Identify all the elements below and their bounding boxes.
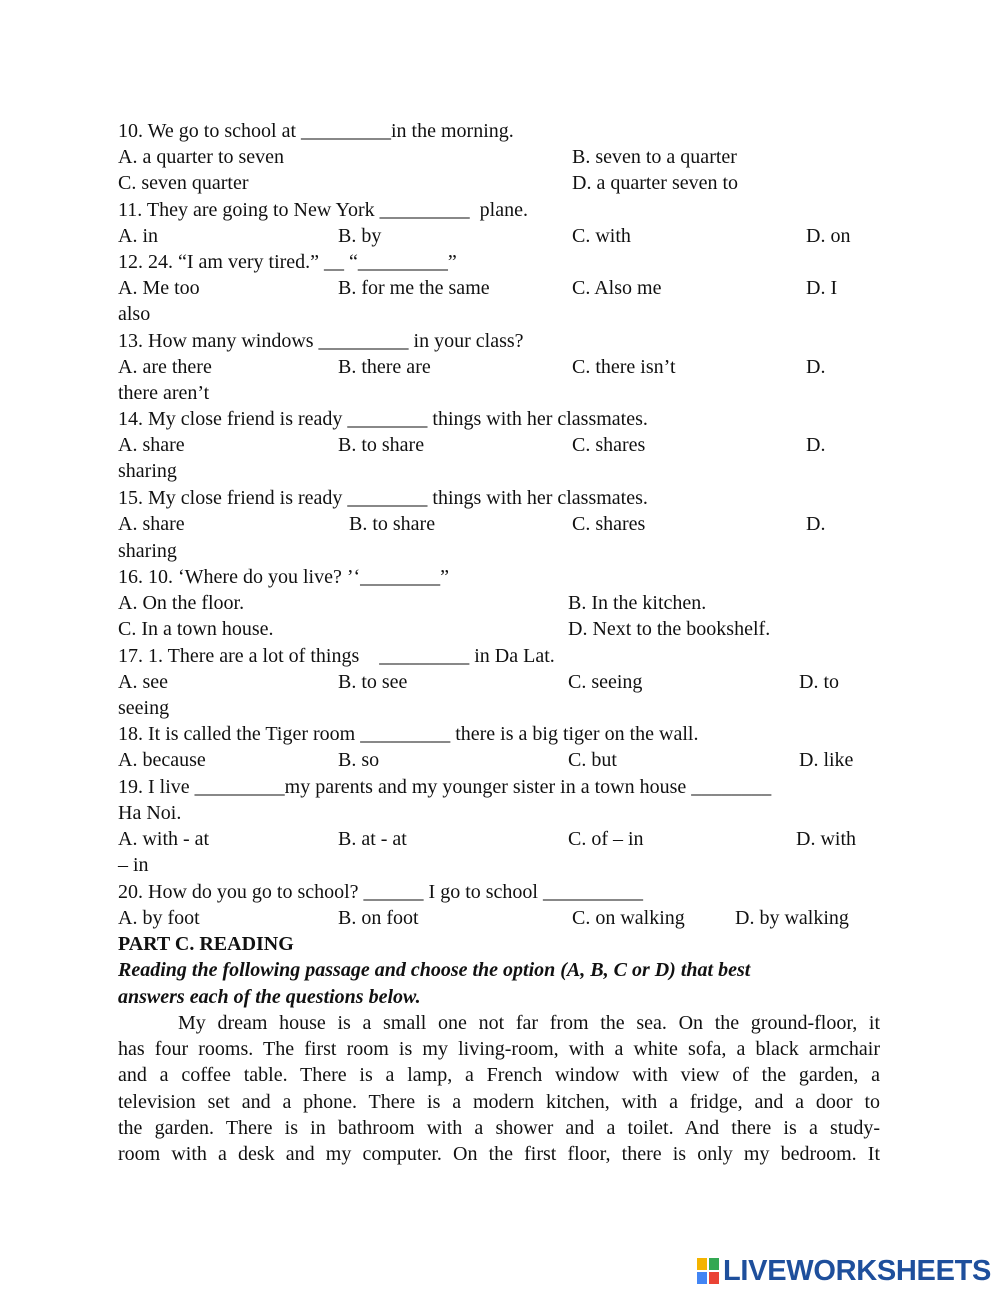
passage-line: room with a desk and my computer. On the first floor, there is only my bedroom. It (118, 1143, 880, 1165)
option-b[interactable]: B. on foot (338, 907, 419, 929)
passage-line: has four rooms. The first room is my living-room, with a white sofa, a black armchair (118, 1038, 880, 1060)
passage-line: television set and a phone. There is a modern kitchen, with a fridge, and a door to (118, 1091, 880, 1113)
option-c[interactable]: C. seven quarter (118, 172, 249, 194)
option-c[interactable]: C. seeing (568, 671, 643, 693)
logo-square-icon (709, 1272, 719, 1284)
option-b[interactable]: B. to share (349, 513, 436, 535)
question-13-option-d-wrap: there aren’t (118, 382, 210, 404)
option-b[interactable]: B. for me the same (338, 277, 490, 299)
logo-square-icon (697, 1258, 707, 1270)
option-a[interactable]: A. share (118, 513, 185, 535)
passage-line: the garden. There is in bathroom with a shower and a toilet. And there is a study- (118, 1117, 880, 1139)
option-d[interactable]: D. like (799, 749, 854, 771)
option-c[interactable]: C. on walking (572, 907, 685, 929)
option-c[interactable]: C. there isn’t (572, 356, 676, 378)
question-16-stem: 16. 10. ‘Where do you live? ’‘________” (118, 566, 450, 588)
option-d[interactable]: D. (806, 513, 826, 535)
question-17-options (118, 669, 839, 695)
option-d[interactable]: D. (806, 434, 826, 456)
option-d[interactable]: D. to (799, 671, 839, 693)
question-20-stem: 20. How do you go to school? ______ I go to school __________ (118, 881, 643, 903)
option-c[interactable]: C. In a town house. (118, 618, 274, 640)
option-b[interactable]: B. there are (338, 356, 431, 378)
liveworksheets-logo (697, 1256, 991, 1286)
option-a[interactable]: A. are there (118, 356, 212, 378)
question-19-option-d-wrap: – in (118, 854, 149, 876)
option-b[interactable]: B. by (338, 225, 382, 247)
logo-square-icon (709, 1258, 719, 1270)
option-a[interactable]: A. with - at (118, 828, 210, 850)
option-a[interactable]: A. share (118, 434, 185, 456)
question-11-stem: 11. They are going to New York _________ plane. (118, 199, 528, 221)
logo-text: LIVEWORKSHEETS (723, 1255, 992, 1287)
option-d[interactable]: D. (806, 356, 826, 378)
option-d[interactable]: D. with (796, 828, 856, 850)
question-14-option-d-wrap: sharing (118, 460, 177, 482)
question-15-stem: 15. My close friend is ready ________ things with her classmates. (118, 487, 648, 509)
question-18-stem: 18. It is called the Tiger room _________ there is a big tiger on the wall. (118, 723, 699, 745)
question-11-options (118, 223, 851, 249)
option-c[interactable]: C. shares (572, 513, 646, 535)
option-a[interactable]: A. in (118, 225, 158, 247)
option-a[interactable]: A. by foot (118, 907, 200, 929)
logo-mark-icon (697, 1258, 719, 1284)
question-17-option-d-wrap: seeing (118, 697, 170, 719)
question-14-options (118, 432, 826, 458)
question-15-option-d-wrap: sharing (118, 540, 177, 562)
option-d[interactable]: D. on (806, 225, 851, 247)
question-17-stem: 17. 1. There are a lot of things _________ in Da Lat. (118, 645, 555, 667)
option-a[interactable]: A. On the floor. (118, 592, 245, 614)
option-b[interactable]: B. to share (338, 434, 425, 456)
logo-square-icon (697, 1272, 707, 1284)
question-13-stem: 13. How many windows _________ in your class? (118, 330, 524, 352)
question-19-stem-wrap: Ha Noi. (118, 802, 182, 824)
option-b[interactable]: B. seven to a quarter (572, 146, 737, 168)
section-heading: PART C. READING (118, 933, 294, 955)
question-12-stem: 12. 24. “I am very tired.” __ “_________” (118, 251, 457, 273)
question-15-options (118, 511, 826, 537)
instruction-line-1: Reading the following passage and choose the option (A, B, C or D) that best (118, 959, 751, 981)
option-a[interactable]: A. because (118, 749, 206, 771)
question-10-stem: 10. We go to school at _________in the morning. (118, 120, 514, 142)
passage-line: and a coffee table. There is a lamp, a French window with view of the garden, a (118, 1064, 880, 1086)
option-d[interactable]: D. I (806, 277, 838, 299)
option-d[interactable]: D. Next to the bookshelf. (568, 618, 771, 640)
question-10-options-row-2 (118, 170, 739, 196)
option-b[interactable]: B. so (338, 749, 380, 771)
instruction-line-2: answers each of the questions below. (118, 986, 421, 1008)
question-16-options-row-1 (118, 590, 707, 616)
question-12-option-d-wrap: also (118, 303, 151, 325)
option-b[interactable]: B. to see (338, 671, 408, 693)
option-a[interactable]: A. see (118, 671, 168, 693)
option-d[interactable]: D. a quarter seven to (572, 172, 739, 194)
question-20-options (118, 905, 849, 931)
question-19-stem: 19. I live _________my parents and my younger sister in a town house ________ (118, 776, 772, 798)
option-a[interactable]: A. Me too (118, 277, 200, 299)
question-12-options (118, 275, 838, 301)
option-c[interactable]: C. shares (572, 434, 646, 456)
question-14-stem: 14. My close friend is ready ________ things with her classmates. (118, 408, 648, 430)
option-c[interactable]: C. with (572, 225, 631, 247)
option-c[interactable]: C. Also me (572, 277, 662, 299)
passage-line: My dream house is a small one not far from the sea. On the ground-floor, it (178, 1012, 880, 1034)
option-b[interactable]: B. In the kitchen. (568, 592, 707, 614)
question-13-options (118, 354, 826, 380)
option-c[interactable]: C. but (568, 749, 617, 771)
option-c[interactable]: C. of – in (568, 828, 644, 850)
option-b[interactable]: B. at - at (338, 828, 407, 850)
option-d[interactable]: D. by walking (735, 907, 849, 929)
option-a[interactable]: A. a quarter to seven (118, 146, 285, 168)
question-19-options (118, 826, 856, 852)
question-16-options-row-2 (118, 616, 771, 642)
question-18-options (118, 747, 854, 773)
question-10-options-row-1 (118, 144, 737, 170)
